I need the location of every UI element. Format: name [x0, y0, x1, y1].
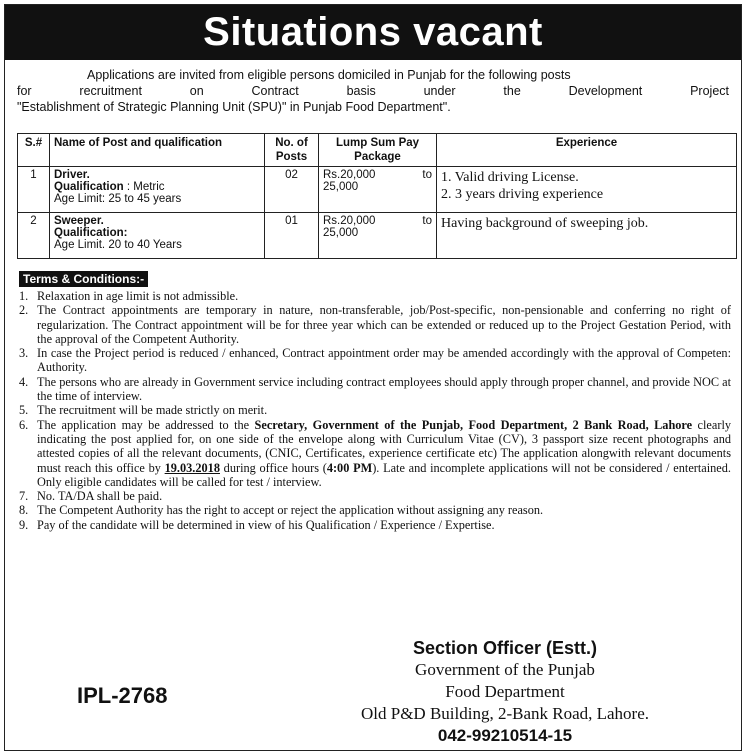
experience-line: 2. 3 years driving experience: [441, 187, 604, 202]
intro-line-3: "Establishment of Strategic Planning Unit (SPU)" in Punjab Food Department".: [17, 100, 451, 114]
terms-list: [19, 289, 731, 532]
intro-line-1: Applications are invited from eligible persons domiciled in Punjab for the following posts: [87, 68, 571, 82]
row-pay: [319, 213, 437, 259]
row-posts: 02: [265, 167, 319, 213]
terms-heading: Terms & Conditions:-: [19, 271, 148, 287]
list-item: 5. The recruitment will be made strictly on merit.: [19, 403, 268, 418]
intro-paragraph: [17, 67, 729, 115]
age-limit: Age Limit. 20 to 40 Years: [54, 239, 182, 251]
experience-line: 1. Valid driving License.: [441, 170, 579, 185]
row-post: [50, 167, 265, 213]
deadline-time: 4:00 PM: [326, 460, 373, 475]
signature-line: Government of the Punjab: [415, 660, 595, 679]
header-post: Name of Post and qualification: [50, 134, 265, 167]
signature-line: Food Department: [445, 682, 565, 701]
age-limit: Age Limit: 25 to 45 years: [54, 193, 182, 205]
address-bold: Secretary, Government of the Punjab, Food Department, 2 Bank Road, Lahore: [254, 417, 693, 432]
pay-to: to: [422, 215, 432, 227]
list-item: 3. In case the Project period is reduced / enhanced, Contract appointment order may be amended accordingly with the approval of Competen: Authority.: [19, 346, 731, 375]
qual-label: Qualification: [54, 181, 124, 193]
row-experience: Having background of sweeping job.: [437, 213, 737, 259]
post-name: Sweeper.: [54, 215, 104, 227]
list-item: 9. Pay of the candidate will be determined in view of his Qualification / Experience / Expertise.: [19, 517, 495, 532]
signature-block: [285, 637, 725, 747]
list-item: 6. The application may be addressed to the Secretary, Government of the Punjab, Food Department, 2 Bank Road, Lahore clearly indicating the post applied for, on one side of the envelope along with Curriculum Vitae (CV), 3 passport size recent photographs and attested copies of all the relevant documents, (CNIC, Certificates, experience certificate etc) The application alongwith relevant documents must reach this office by 19.03.2018 during office hours (4:00 PM). Late and incomplete applications will not be considered / entertained. Only eligible candidates will be called for test / interview.: [19, 417, 732, 489]
row-experience: [437, 167, 737, 213]
ipl-code: IPL-2768: [77, 683, 168, 708]
qual-label: Qualification:: [54, 227, 128, 239]
header-sn: S.#: [18, 134, 50, 167]
post-name: Driver.: [54, 169, 90, 181]
banner-title: Situations vacant: [5, 5, 741, 60]
posts-table: [17, 133, 737, 259]
list-item: 2. The Contract appointments are temporary in nature, non-transferable, job/Post-specific, non-pensionable and conferring no right of regularization. The Contract appointment will be for three year which can be extended or reduced up to the Project Gestation Period, with the approval of the Competent Authority.: [19, 303, 731, 346]
signature-title: Section Officer (Estt.): [412, 638, 598, 658]
table-header-row: [18, 134, 737, 167]
table-row: [18, 167, 737, 213]
header-pay: Lump Sum Pay Package: [319, 134, 437, 167]
pay-from: Rs.20,000: [323, 169, 376, 181]
pay-upper: 25,000: [323, 181, 359, 193]
pay-upper: 25,000: [323, 227, 359, 239]
table-row: [18, 213, 737, 259]
list-item: 8. The Competent Authority has the right to accept or reject the application without assigning any reason.: [19, 503, 544, 518]
advertisement-frame: [4, 4, 742, 751]
list-item: 7. No. TA/DA shall be paid.: [19, 489, 163, 504]
signature-line: Old P&D Building, 2-Bank Road, Lahore.: [360, 704, 650, 723]
signature-phone: 042-99210514-15: [437, 726, 573, 745]
header-experience: Experience: [437, 134, 737, 167]
list-item: 4. The persons who are already in Government service including contract employees should apply through proper channel, and provide NOC at the time of interview.: [19, 374, 731, 404]
header-posts: No. of Posts: [265, 134, 319, 167]
row-post: [50, 213, 265, 259]
qual-value: : Metric: [126, 181, 165, 193]
list-item: 1. Relaxation in age limit is not admissible.: [19, 289, 239, 303]
deadline-date: 19.03.2018: [164, 460, 220, 475]
intro-line-2: for recruitment on Contract basis under the Development Project: [17, 84, 729, 98]
row-posts: 01: [265, 213, 319, 259]
pay-from: Rs.20,000: [323, 215, 376, 227]
row-sn: 2: [18, 213, 50, 259]
row-pay: [319, 167, 437, 213]
pay-to: to: [422, 169, 432, 181]
row-sn: 1: [18, 167, 50, 213]
